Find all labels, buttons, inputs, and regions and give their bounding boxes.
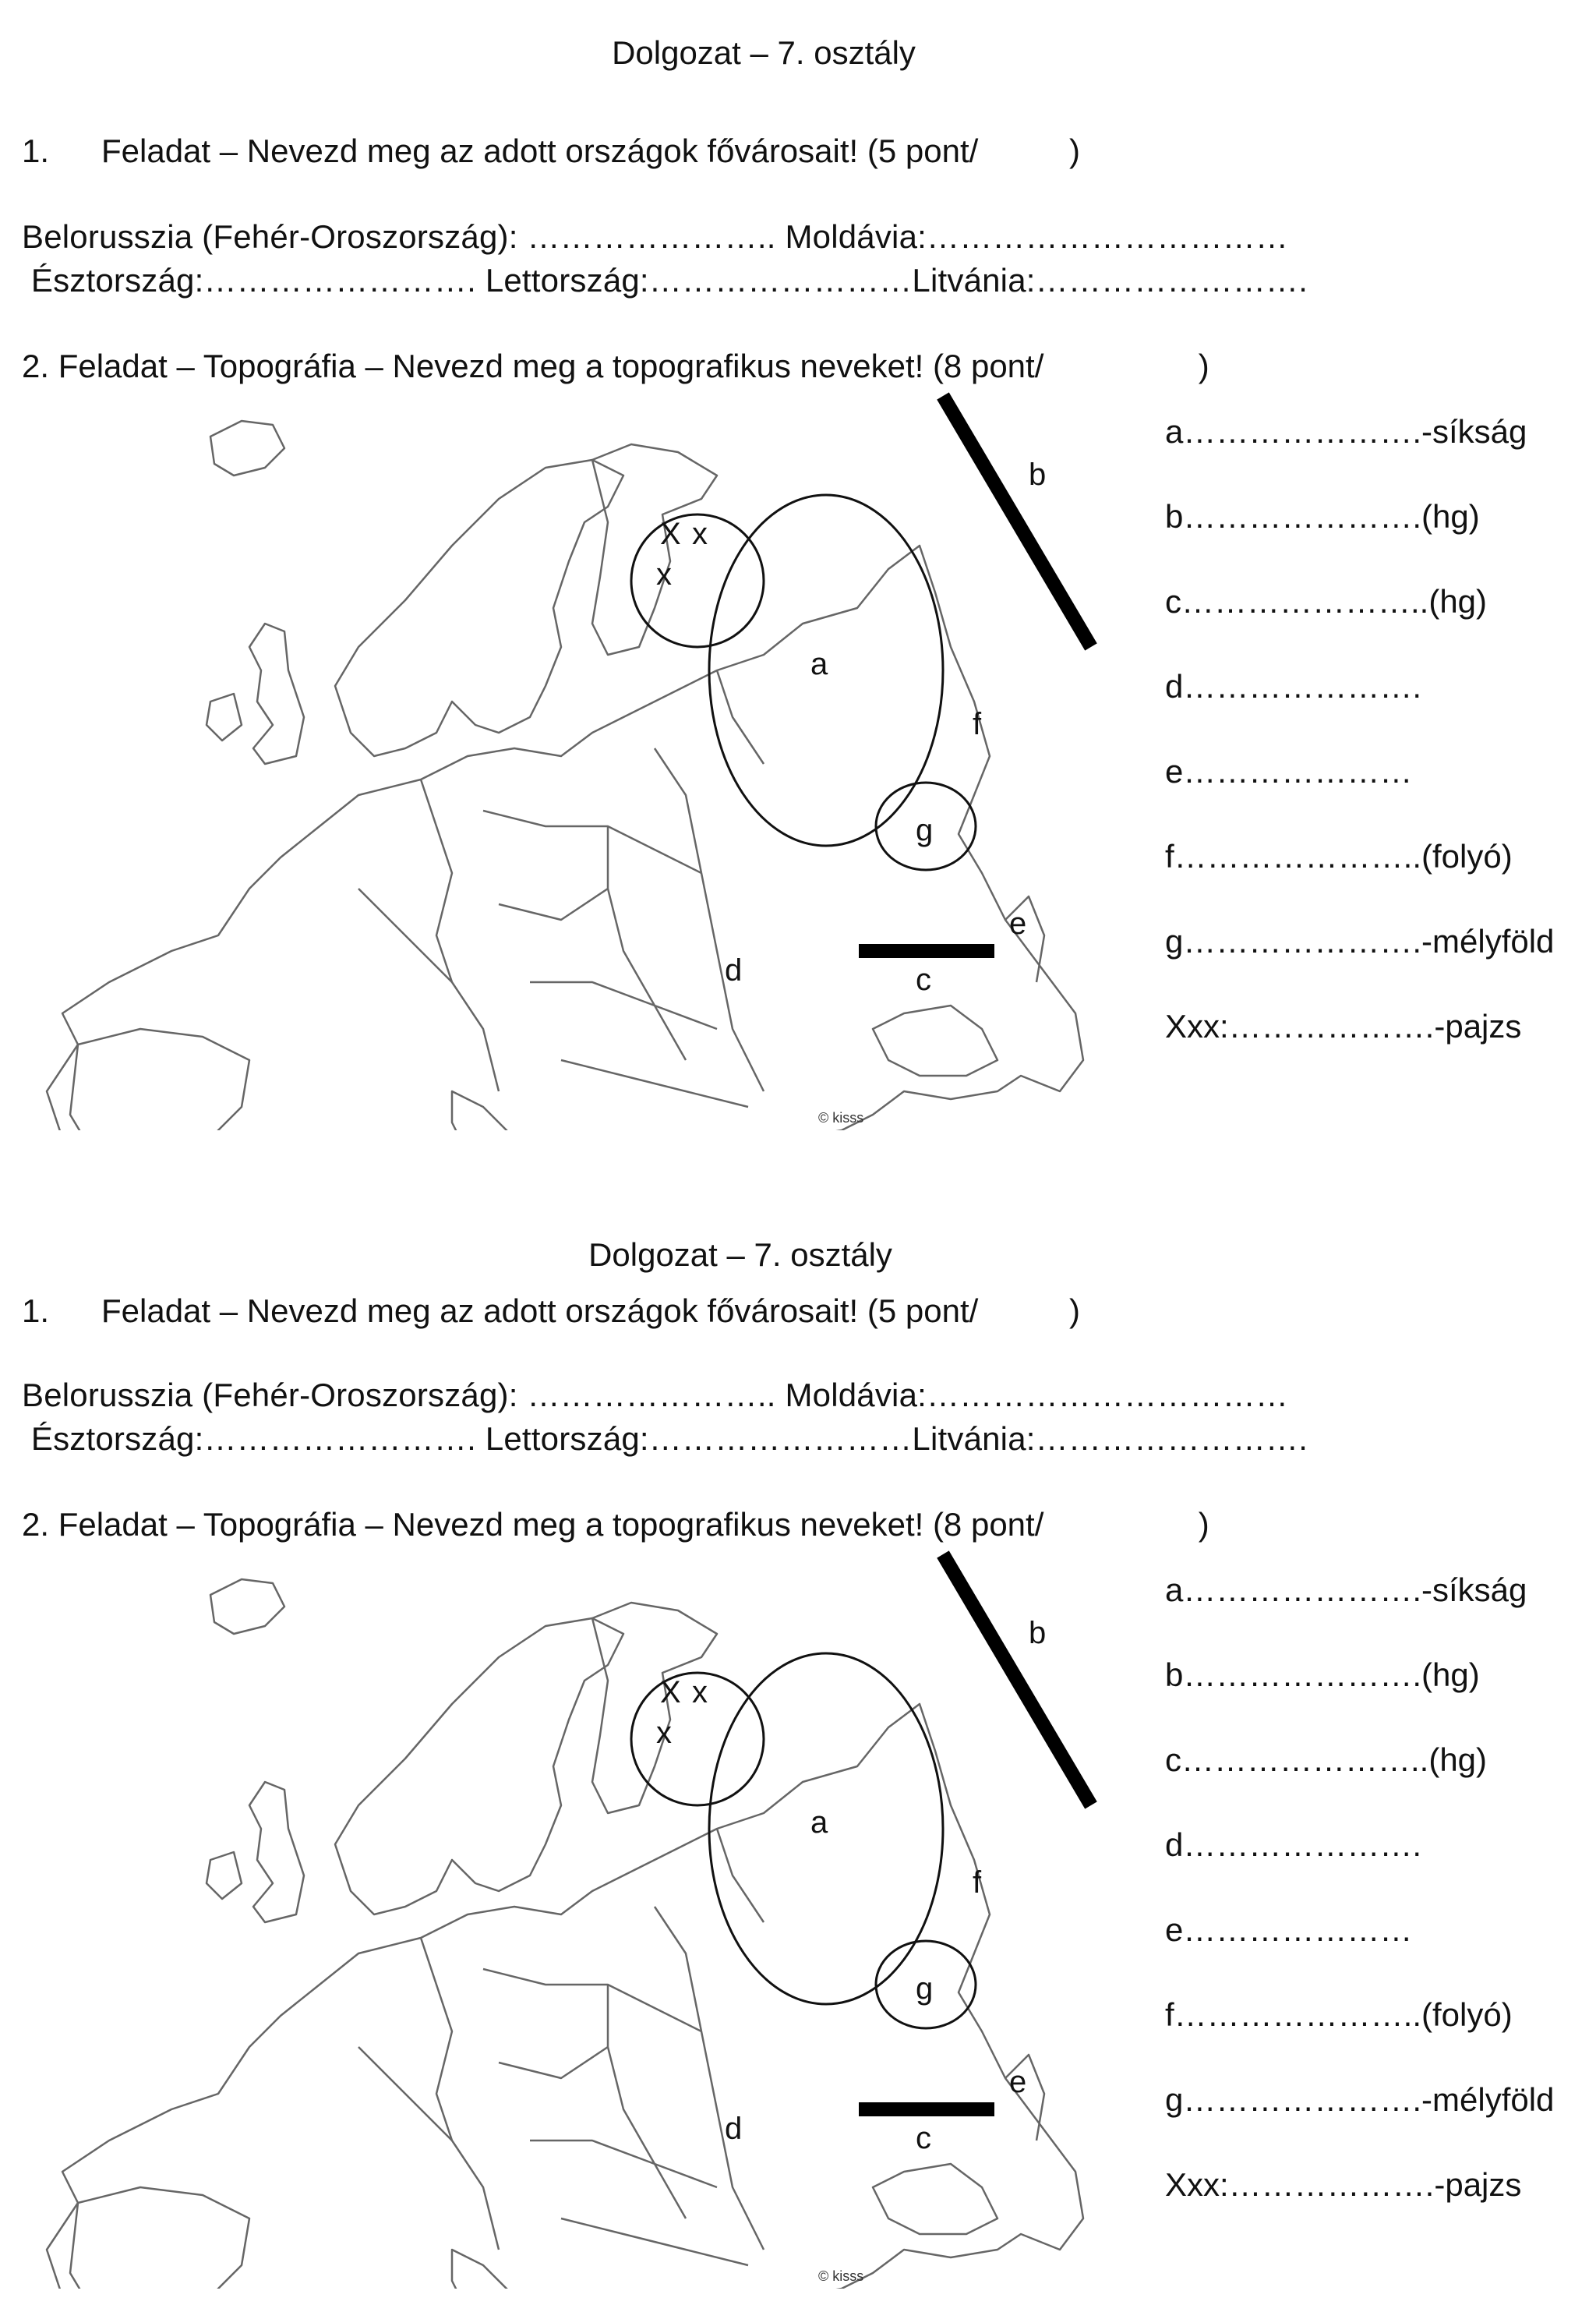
map-label-x1: x [692, 517, 708, 551]
answer-e: e………………… [1165, 1911, 1413, 1948]
b-thick-line [943, 1554, 1091, 1805]
map-label-b: b [1029, 458, 1047, 492]
task1-line-2: Észtország:……………………. Lettország:……………………Litvánia:……………………. [22, 1420, 1308, 1457]
answer-g: g………………….-mélyföld [1165, 2081, 1555, 2118]
map-label-d: d [725, 953, 743, 988]
answer-e: e………………… [1165, 753, 1413, 790]
map-label-e: e [1009, 2065, 1027, 2099]
map-label-f: f [973, 707, 982, 741]
map-label-e: e [1009, 907, 1027, 941]
europe-outline [47, 1579, 1083, 2289]
europe-map [16, 1548, 1107, 2289]
task1-heading [22, 1292, 1080, 1330]
task1-heading [22, 133, 1080, 170]
europe-outline [47, 421, 1083, 1130]
answer-a: a………………….-síkság [1165, 1571, 1527, 1608]
answer-d: d…………………. [1165, 1826, 1422, 1863]
answer-c: c…………………..(hg) [1165, 1741, 1488, 1778]
map-label-X: X [660, 1675, 681, 1709]
map-label-x2: x [656, 1716, 672, 1750]
answer-b: b………………….(hg) [1165, 498, 1480, 535]
answer-c: c…………………..(hg) [1165, 583, 1488, 620]
answer-b: b………………….(hg) [1165, 1656, 1480, 1693]
map-label-f: f [973, 1865, 982, 1900]
task1-text: Feladat – Nevezd meg az adott országok fővárosait! (5 pont/ ) [101, 133, 1080, 169]
answer-list [1165, 1571, 1554, 2251]
task1-number: 1. [22, 1292, 50, 1329]
answer-g: g………………….-mélyföld [1165, 923, 1555, 960]
map-label-d: d [725, 2112, 743, 2146]
b-thick-line [943, 396, 1091, 647]
answer-d: d…………………. [1165, 668, 1422, 705]
map-label-X: X [660, 517, 681, 551]
task1-number: 1. [22, 133, 50, 169]
map-label-g: g [916, 813, 934, 847]
map-copyright: © kisss [818, 1110, 864, 1126]
answer-list [1165, 413, 1554, 1093]
task1-line-2: Észtország:……………………. Lettország:……………………Litvánia:……………………. [22, 262, 1308, 299]
task2-heading: 2. Feladat – Topográfia – Nevezd meg a topografikus neveket! (8 pont/ ) [22, 1506, 1209, 1543]
map-label-x2: x [656, 557, 672, 592]
answer-xxx: Xxx:……………….-pajzs [1165, 1008, 1522, 1045]
task2-heading: 2. Feladat – Topográfia – Nevezd meg a topografikus neveket! (8 pont/ ) [22, 348, 1209, 384]
worksheet-1 [0, 0, 1596, 1154]
map-label-b: b [1029, 1616, 1047, 1650]
answer-a: a………………….-síkság [1165, 413, 1527, 450]
map-label-c: c [916, 963, 931, 997]
task1-line-1: Belorusszia (Fehér-Oroszország): ………………….. Moldávia:…………………………… [22, 218, 1289, 255]
map-label-g: g [916, 1971, 934, 2006]
map-label-a: a [810, 647, 828, 681]
europe-map [16, 390, 1107, 1130]
task1-line-1: Belorusszia (Fehér-Oroszország): ………………….. Moldávia:…………………………… [22, 1377, 1289, 1413]
task1-text: Feladat – Nevezd meg az adott országok fővárosait! (5 pont/ ) [101, 1292, 1080, 1329]
map-label-a: a [810, 1805, 828, 1840]
map-copyright: © kisss [818, 2268, 864, 2284]
answer-f: f…………………..(folyó) [1165, 838, 1513, 875]
answer-f: f…………………..(folyó) [1165, 1996, 1513, 2033]
page-title: Dolgozat – 7. osztály [612, 34, 916, 71]
page-title: Dolgozat – 7. osztály [588, 1236, 892, 1273]
map-label-x1: x [692, 1675, 708, 1709]
map-label-c: c [916, 2121, 931, 2155]
answer-xxx: Xxx:……………….-pajzs [1165, 2166, 1522, 2203]
worksheet-2 [0, 1158, 1596, 2312]
